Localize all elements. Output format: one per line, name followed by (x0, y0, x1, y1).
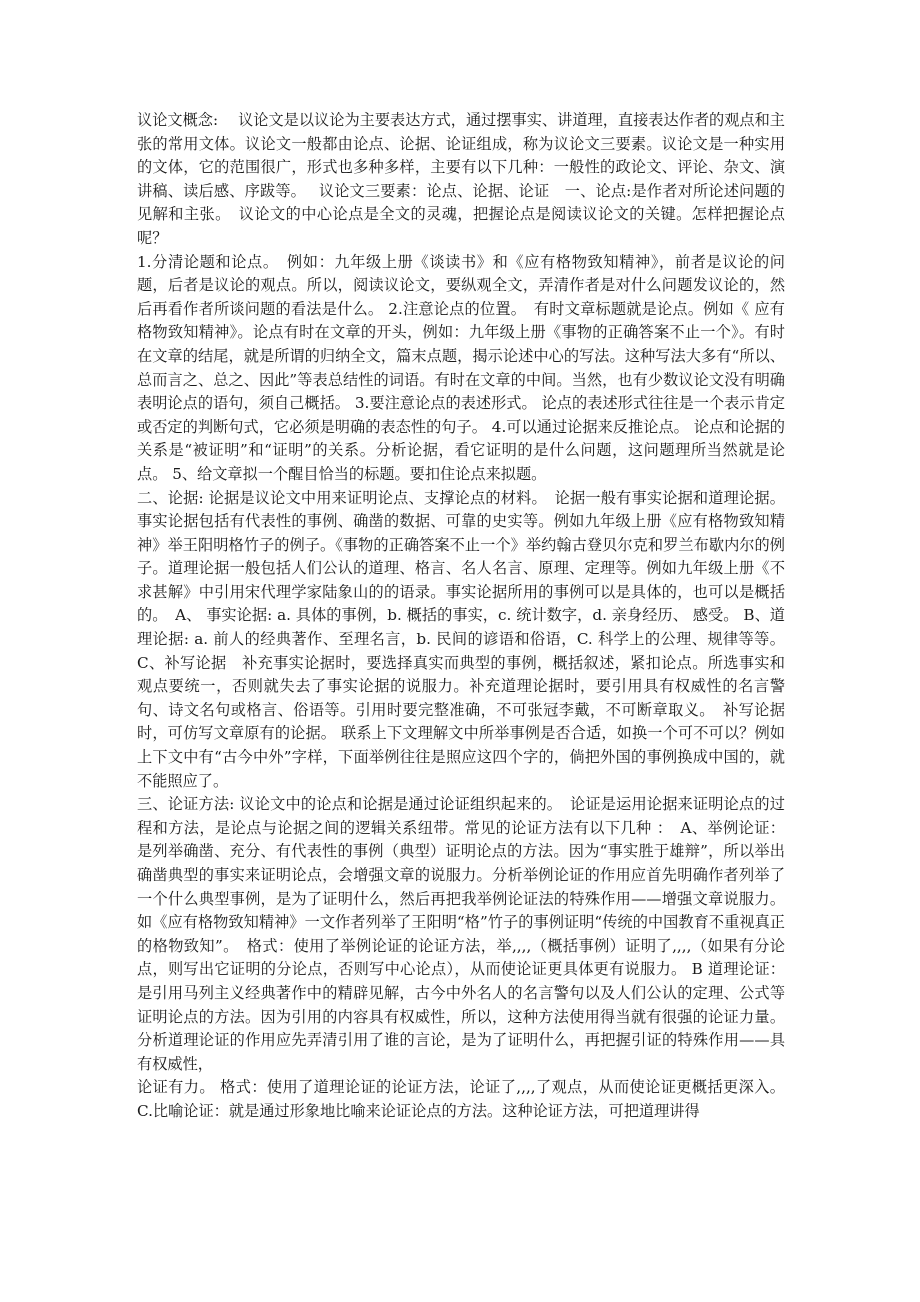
paragraph-intro: 议论文概念: 议论文是以议论为主要表达方式，通过摆事实、讲道理，直接表达作者的观点和主张的常用文体。议论文一般都由论点、论据、论证组成，称为议论文三要素。议论文是一种实用的文体，它的范围很广，形式也多种多样，主要有以下几种：一般性的政论文、评论、杂文、演讲稿、读后感、序跋等。 议论文三要素：论点、论据、论证 一、论点:是作者对所论述问题的见解和主张。 议论文的中心论点是全文的灵魂，把握论点是阅读议论文的关键。怎样把握论点呢？ (137, 111, 785, 247)
paragraph-argument-points: 1.分清论题和论点。 例如：九年级上册《谈读书》和《应有格物致知精神》，前者是议论的问题，后者是议论的观点。所以，阅读议论文，要纵观全文，弄清作者是对什么问题发议论的，然后再看作者所谈问题的看法是什么。 2.注意论点的位置。 有时文章标题就是论点。例如《 应有格物致知精神》。论点有时在文章的开头，例如：九年级上册《事物的正确答案不止一个》。有时在文章的结尾，就是所谓的归纳全文，篇末点题，揭示论述中心的写法。这种写法大多有“所以、总而言之、总之、因此”等表总结性的词语。有时在文章的中间。当然，也有少数议论文没有明确表明论点的语句，须自己概括。 3.要注意论点的表述形式。 论点的表述形式往往是一个表示肯定或否定的判断句式，它必须是明确的表态性的句子。 4.可以通过论据来反推论点。 论点和论据的关系是“被证明”和“证明”的关系。分析论据，看它证明的是什么问题，这问题理所当然就是论点。 5、给文章拟一个醒目恰当的标题。要扣住论点来拟题。 (137, 252, 785, 483)
document-body (137, 109, 785, 1124)
paragraph-continuation: 论证有力。 格式：使用了道理论证的论证方法，论证了,,,,了观点，从而使论证更概括更深入。 C.比喻论证：就是通过形象地比喻来论证论点的方法。这种论证方法，可把道理讲得 (137, 1078, 785, 1120)
paragraph-argument-methods: 三、论证方法: 议论文中的论点和论据是通过论证组织起来的。 论证是运用论据来证明论点的过程和方法，是论点与论据之间的逻辑关系纽带。常见的论证方法有以下几种 ： A、举例论证： 是列举确凿、充分、有代表性的事例（典型）证明论点的方法。因为“事实胜于雄辩”，所以举出确凿典型的事实来证明论点，会增强文章的说服力。分析举例论证的作用应首先明确作者列举了一个什么典型事例，是为了证明什么，然后再把我举例论证法的特殊作用——增强文章说服力。如《应有格物致知精神》一文作者列举了王阳明“格”竹子的事例证明“传统的中国教育不重视真正的格物致知”。 格式：使用了举例论证的论证方法，举,,,,（概括事例）证明了,,,,（如果有分论点，则写出它证明的分论点，否则写中心论点），从而使论证更具体更有说服力。 B 道理论证：是引用马列主义经典著作中的精辟见解，古今中外名人的名言警句以及人们公认的定理、公式等证明论点的方法。因为引用的内容具有权威性，所以，这种方法使用得当就有很强的论证力量。分析道理论证的作用应先弄清引用了谁的言论，是为了证明什么，再把握引证的特殊作用——具有权威性， (137, 795, 785, 1073)
paragraph-evidence: 二、论据: 论据是议论文中用来证明论点、支撑论点的材料。 论据一般有事实论据和道理论据。事实论据包括有代表性的事例、确凿的数据、可靠的史实等。例如九年级上册《应有格物致知精神》举王阳明格竹子的例子。《事物的正确答案不止一个》举约翰古登贝尔克和罗兰布歇内尔的例子。道理论据一般包括人们公认的道理、格言、名人名言、原理、定理等。例如九年级上册《不求甚解》中引用宋代理学家陆象山的的语录。事实论据所用的事例可以是具体的，也可以是概括的。 A、 事实论据: a. 具体的事例，b. 概括的事实，c. 统计数字，d. 亲身经历、 感受。 B、道理论据: a. 前人的经典著作、至理名言，b. 民间的谚语和俗语，C. 科学上的公理、规律等等。 C、补写论据 补充事实论据时，要选择真实而典型的事例，概括叙述，紧扣论点。所选事实和观点要统一，否则就失去了事实论据的说服力。补充道理论据时，要引用具有权威性的名言警句、诗文名句或格言、俗语等。引用时要完整准确，不可张冠李戴，不可断章取义。 补写论据时，可仿写文章原有的论据。 联系上下文理解文中所举事例是否合适，如换一个可不可以？例如上下文中有“古今中外”字样，下面举例往往是照应这四个字的，倘把外国的事例换成中国的，就不能照应了。 (137, 488, 785, 790)
